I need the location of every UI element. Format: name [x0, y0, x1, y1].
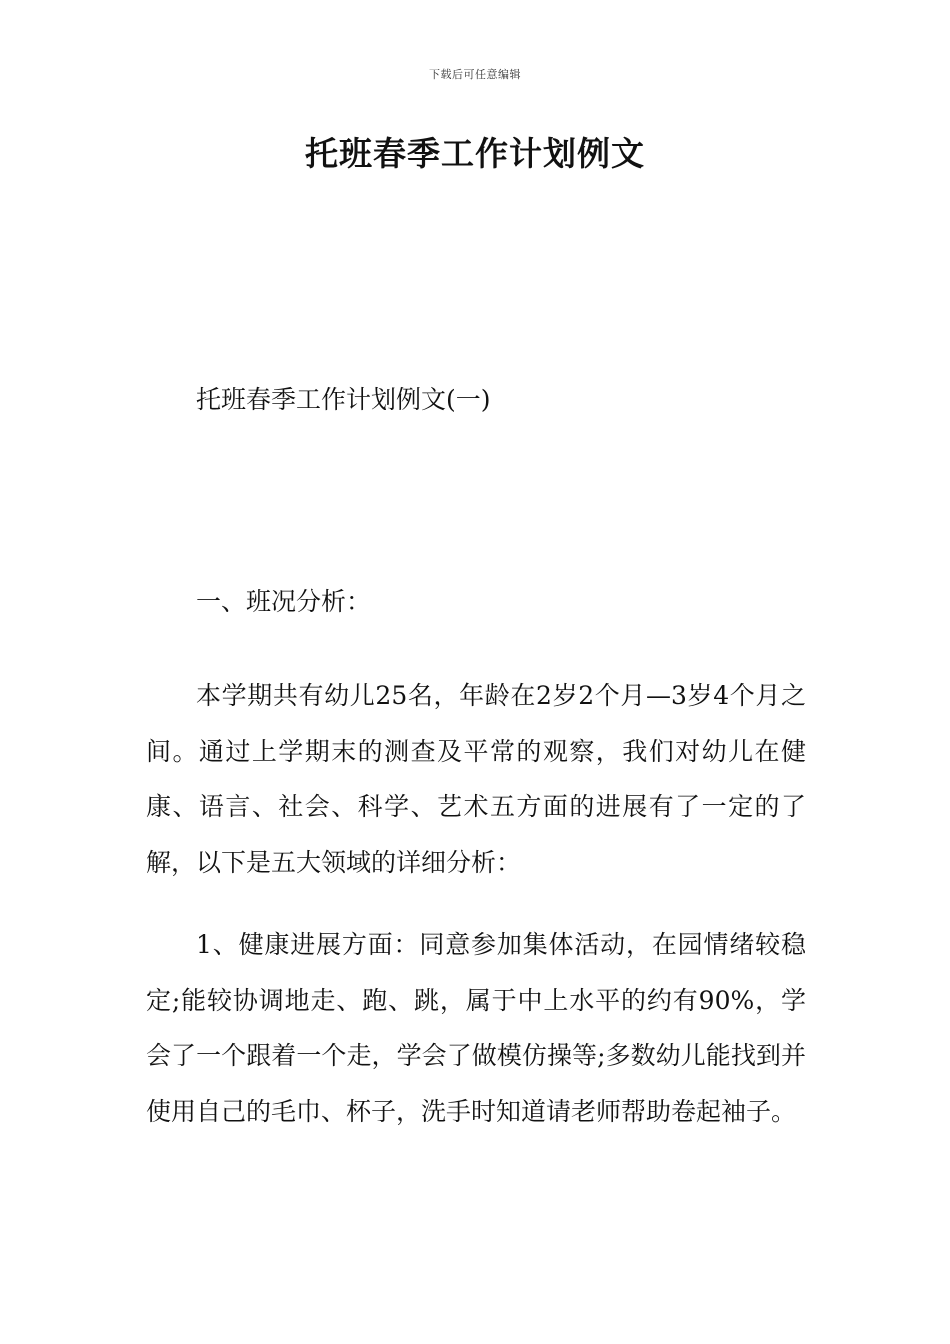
paragraph-class-overview: 本学期共有幼儿25名，年龄在2岁2个月—3岁4个月之间。通过上学期末的测查及平常的观察，我们对幼儿在健康、语言、社会、科学、艺术五方面的进展有了一定的了解，以下是五大领域的详细分析：: [146, 681, 806, 877]
header-note: 下载后可任意编辑: [429, 68, 521, 81]
document-subtitle: 托班春季工作计划例文(一): [196, 385, 491, 414]
document-title: 托班春季工作计划例文: [305, 134, 645, 173]
section-heading: 一、班况分析：: [196, 587, 372, 616]
paragraph-health-development: 1、健康进展方面：同意参加集体活动，在园情绪较稳定;能较协调地走、跑、跳，属于中上水平的约有90%，学会了一个跟着一个走，学会了做模仿操等;多数幼儿能找到并使用自己的毛巾、杯子，洗手时知道请老师帮助卷起袖子。: [146, 930, 806, 1126]
